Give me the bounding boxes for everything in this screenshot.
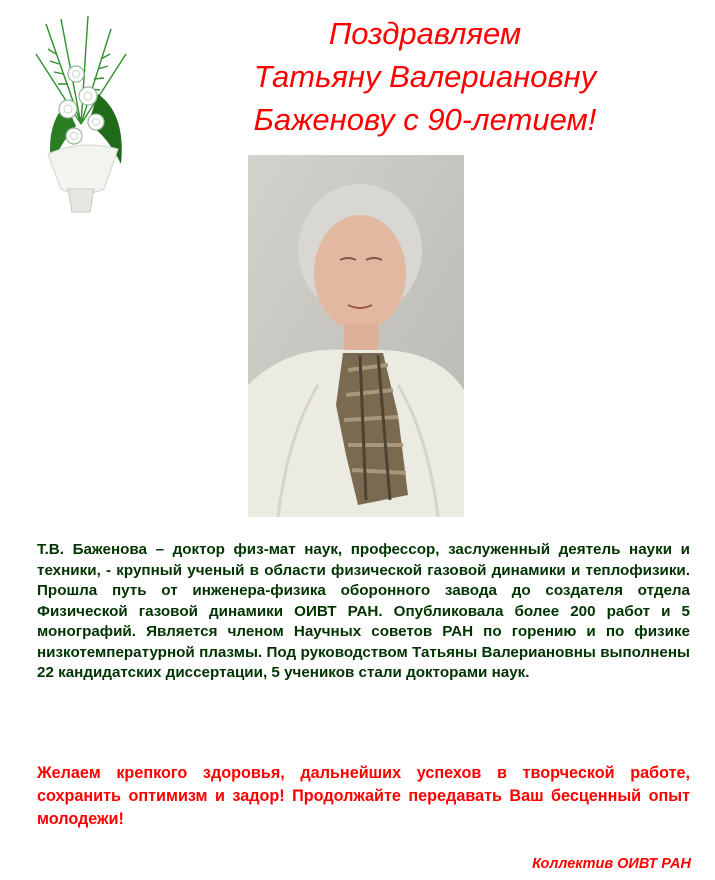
title-line-3: Баженову с 90-летием! (253, 102, 597, 137)
signature: Коллектив ОИВТ РАН (532, 856, 691, 872)
title-line-2: Татьяну Валериановну (253, 59, 597, 94)
bouquet-icon (26, 14, 136, 214)
title-line-1: Поздравляем (328, 16, 522, 51)
biography-text: Т.В. Баженова – доктор физ-мат наук, профессор, заслуженный деятель науки и техники, - крупный ученый в области физической газовой динамики и теплофизики. Прошла путь от инженера-физика оборонного завода до создателя отдела Физической газовой динамики ОИВТ РАН. Опубликовала более 200 работ и 5 монографий. Является членом Научных советов РАН по горению и по физике низкотемпературной плазмы. Под руководством Татьяны Валериановны выполнены 22 кандидатских диссертации, 5 учеников стали докторами наук. (37, 541, 690, 681)
page-title (160, 12, 690, 141)
portrait-photo (248, 155, 464, 517)
wishes-text: Желаем крепкого здоровья, дальнейших успехов в творческой работе, сохранить оптимизм и задор! Продолжайте передавать Ваш бесценный опыт молодежи! (37, 764, 690, 828)
